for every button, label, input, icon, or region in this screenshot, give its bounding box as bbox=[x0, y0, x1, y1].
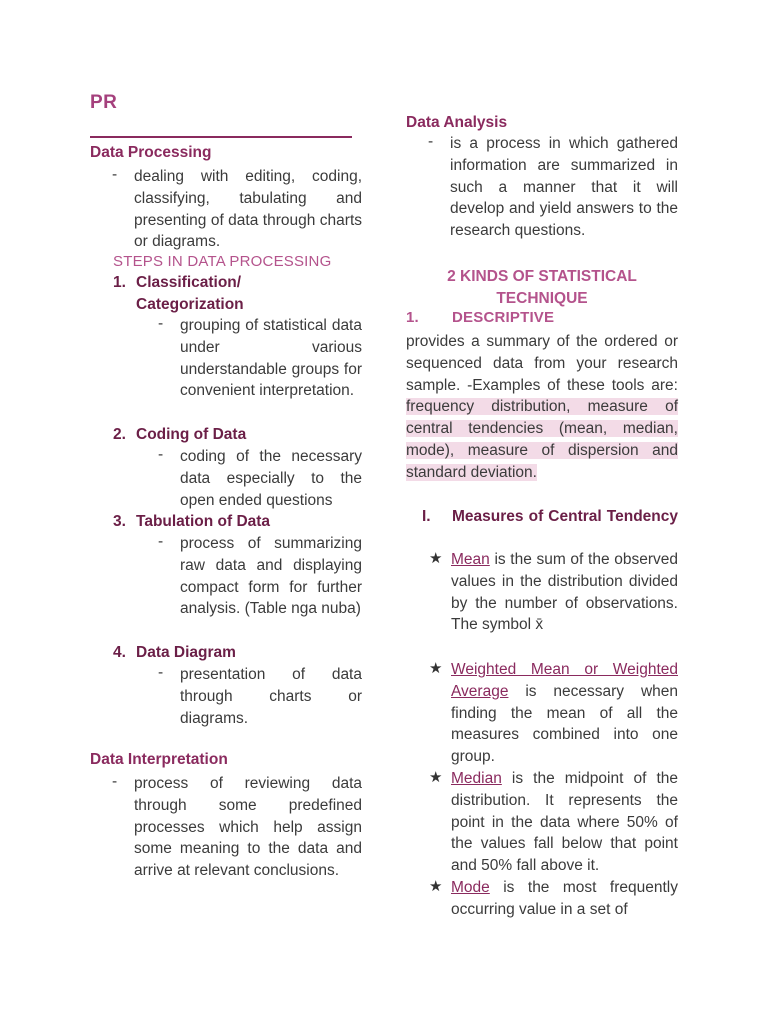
dash-bullet: - bbox=[158, 533, 164, 550]
step-3-desc: process of summarizing raw data and displaying compact form for further analysis. (Table nga nuba) bbox=[180, 535, 362, 618]
step-1-number: 1. bbox=[113, 274, 126, 291]
descriptive-intro: provides a summary of the ordered or sequenced data from your research sample. -Examples of these tools are: bbox=[406, 333, 678, 394]
title-underline bbox=[90, 136, 352, 138]
dash-bullet: - bbox=[112, 166, 118, 183]
median-term: Median bbox=[451, 770, 502, 787]
star-icon: ★ bbox=[429, 660, 443, 677]
dash-bullet: - bbox=[158, 664, 164, 681]
bullet-mean bbox=[429, 549, 678, 636]
step-2-item bbox=[158, 446, 362, 511]
step-4-desc: presentation of data through charts or diagrams. bbox=[180, 666, 362, 727]
bullet-weighted-mean bbox=[429, 659, 678, 768]
measures-title: Measures of Central Tendency bbox=[452, 508, 678, 525]
step-4-title: Data Diagram bbox=[136, 644, 236, 661]
kinds-heading bbox=[406, 266, 678, 310]
star-icon: ★ bbox=[429, 550, 443, 567]
kinds-heading-line-1: 2 KINDS OF STATISTICAL bbox=[447, 268, 637, 285]
descriptive-highlight: frequency distribution, measure of central tendencies (mean, median, mode), measure of dispersion and standard deviation. bbox=[406, 398, 678, 481]
data-processing-desc: dealing with editing, coding, classifying, tabulating and presenting of data through charts or diagrams. bbox=[134, 168, 362, 251]
step-1-title: Classification/ Categorization bbox=[136, 274, 244, 313]
bullet-median-text: Median is the midpoint of the distribution. It represents the point in the data where 50% of the values fall below that point and 50% fall above it. bbox=[451, 770, 678, 875]
data-analysis-heading: Data Analysis bbox=[406, 114, 508, 131]
bullet-mode-text: Mode is the most frequently occurring value in a set of bbox=[451, 879, 678, 918]
descriptive-title: DESCRIPTIVE bbox=[452, 309, 555, 326]
bullet-weighted-mean-text: Weighted Mean or Weighted Average is necessary when finding the mean of all the measures combined into one group. bbox=[451, 661, 678, 766]
data-analysis-item bbox=[428, 133, 678, 242]
dash-bullet: - bbox=[428, 133, 434, 150]
step-2-number: 2. bbox=[113, 426, 126, 443]
dash-bullet: - bbox=[112, 773, 118, 790]
measures-number: I. bbox=[422, 508, 431, 525]
bullet-mode bbox=[429, 877, 678, 921]
step-4-number: 4. bbox=[113, 644, 126, 661]
data-analysis-desc: is a process in which gathered information are summarized in such a manner that it will develop and yield answers to the research questions. bbox=[450, 135, 678, 240]
step-3-number: 3. bbox=[113, 513, 126, 530]
data-interpretation-desc: process of reviewing data through some predefined processes which help assign some meaning to the data and arrive at relevant conclusions. bbox=[134, 775, 362, 880]
descriptive-number: 1. bbox=[406, 309, 419, 326]
weighted-mean-term: Weighted Mean or Weighted Average bbox=[451, 661, 678, 700]
bullet-median bbox=[429, 768, 678, 877]
star-icon: ★ bbox=[429, 769, 443, 786]
steps-heading: STEPS IN DATA PROCESSING bbox=[113, 253, 332, 270]
descriptive-paragraph bbox=[406, 331, 678, 484]
dash-bullet: - bbox=[158, 315, 164, 332]
step-4-item bbox=[158, 664, 362, 729]
dash-bullet: - bbox=[158, 446, 164, 463]
page-title: PR bbox=[90, 92, 118, 113]
step-1-item bbox=[158, 315, 362, 402]
data-interpretation-heading: Data Interpretation bbox=[90, 751, 228, 768]
step-2-desc: coding of the necessary data especially to the open ended questions bbox=[180, 448, 362, 509]
bullet-mean-text: Mean is the sum of the observed values in the distribution divided by the number of observations. The symbol x̄ bbox=[451, 551, 678, 634]
kinds-heading-line-2: TECHNIQUE bbox=[496, 289, 588, 307]
data-processing-heading: Data Processing bbox=[90, 144, 212, 161]
step-2-title: Coding of Data bbox=[136, 426, 247, 443]
data-interpretation-item bbox=[112, 773, 362, 882]
mean-term: Mean bbox=[451, 551, 490, 568]
step-3-item bbox=[158, 533, 362, 620]
star-icon: ★ bbox=[429, 878, 443, 895]
step-3-title: Tabulation of Data bbox=[136, 513, 271, 530]
data-processing-item bbox=[112, 166, 362, 253]
mode-term: Mode bbox=[451, 879, 490, 896]
step-1-desc: grouping of statistical data under various understandable groups for convenient interpretation. bbox=[180, 317, 362, 400]
